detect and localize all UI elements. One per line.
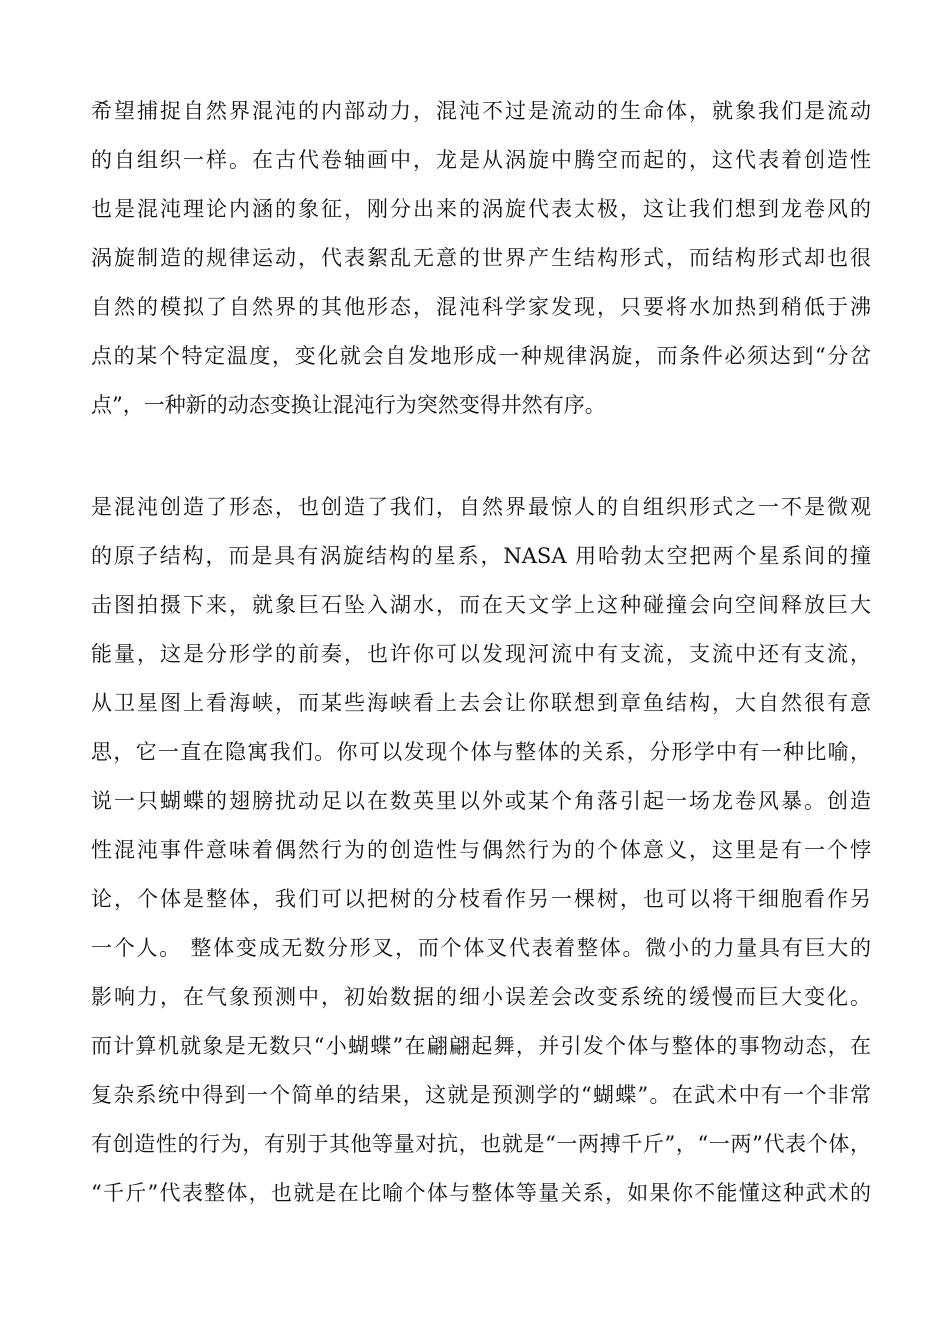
paragraph-line: 的原子结构，而是具有涡旋结构的星系，NASA 用哈勃太空把两个星系间的撞 [91,544,871,568]
paragraph-line: 击图拍摄下来，就象巨石坠入湖水，而在天文学上这种碰撞会向空间释放巨大 [91,593,871,617]
paragraph-line: 涡旋制造的规律运动，代表絮乱无意的世界产生结构形式，而结构形式却也很 [91,246,871,270]
paragraph-line: 一个人。 整体变成无数分形叉，而个体叉代表着整体。微小的力量具有巨大的 [91,936,871,960]
paragraph-line: 是混沌创造了形态，也创造了我们，自然界最惊人的自组织形式之一不是微观 [91,495,871,519]
paragraph-line: 影响力，在气象预测中，初始数据的细小误差会改变系统的缓慢而巨大变化。 [91,985,871,1009]
paragraph-line: “千斤”代表整体，也就是在比喻个体与整体等量关系，如果你不能懂这种武术的 [91,1181,871,1205]
paragraph-line: 自然的模拟了自然界的其他形态，混沌科学家发现，只要将水加热到稍低于沸 [91,295,871,319]
paragraph-line: 性混沌事件意味着偶然行为的创造性与偶然行为的个体意义，这里是有一个悖 [91,838,871,862]
paragraph-line: 希望捕捉自然界混沌的内部动力，混沌不过是流动的生命体，就象我们是流动 [91,99,871,123]
paragraph-line: 从卫星图上看海峡，而某些海峡看上去会让你联想到章鱼结构，大自然很有意 [91,691,871,715]
paragraph-line: 也是混沌理论内涵的象征，刚分出来的涡旋代表太极，这让我们想到龙卷风的 [91,197,871,221]
paragraph-line: 说一只蝴蝶的翅膀扰动足以在数英里以外或某个角落引起一场龙卷风暴。创造 [91,789,871,813]
paragraph-line: 能量，这是分形学的前奏，也许你可以发现河流中有支流，支流中还有支流， [91,642,871,666]
paragraph-line: 点的某个特定温度，变化就会自发地形成一种规律涡旋，而条件必须达到“分岔 [91,344,871,368]
paragraph-line: 点”，一种新的动态变换让混沌行为突然变得井然有序。 [91,393,606,417]
paragraph-line: 有创造性的行为，有别于其他等量对抗，也就是“一两搏千斤”，“一两”代表个体， [91,1132,871,1156]
paragraph-line: 思，它一直在隐寓我们。你可以发现个体与整体的关系，分形学中有一种比喻， [91,740,871,764]
paragraph-line: 论，个体是整体，我们可以把树的分枝看作另一棵树，也可以将干细胞看作另 [91,887,871,911]
paragraph-line: 的自组织一样。在古代卷轴画中，龙是从涡旋中腾空而起的，这代表着创造性 [91,148,871,172]
paragraph-line: 复杂系统中得到一个简单的结果，这就是预测学的“蝴蝶”。在武术中有一个非常 [91,1083,871,1107]
paragraph-line: 而计算机就象是无数只“小蝴蝶”在翩翩起舞，并引发个体与整体的事物动态，在 [91,1034,871,1058]
